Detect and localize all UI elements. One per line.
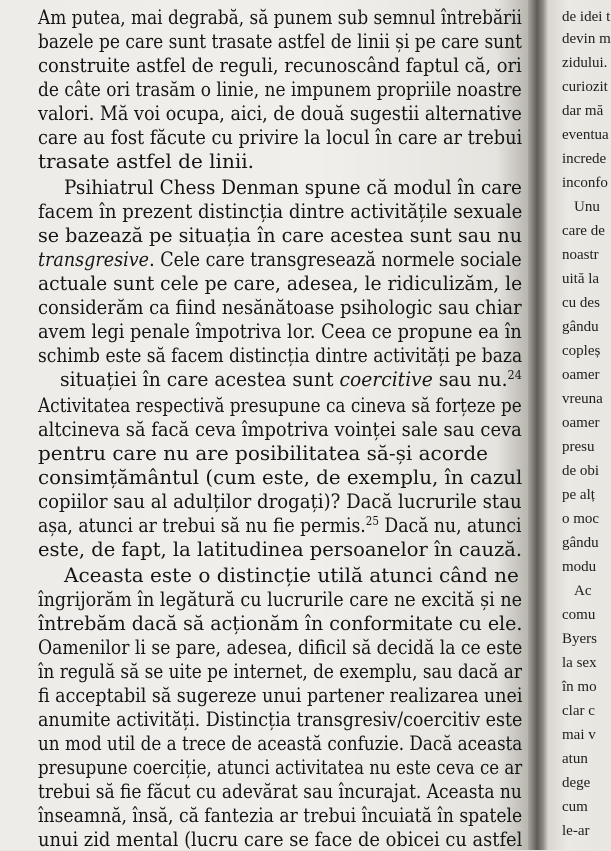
text-line: anumite activități. Distincția transgresiv/coercitiv este [38, 707, 523, 731]
text-line: considerăm ca fiind nesănătoase psihologic sau chiar [38, 295, 522, 319]
facing-line: gându [562, 535, 599, 551]
text-line: Activitatea respectivă presupune ca cineva să forțeze pe [38, 393, 522, 417]
text-line: Am putea, mai degrabă, să punem sub semnul întrebării [38, 5, 522, 29]
facing-line: dege [562, 775, 591, 791]
text-line: presupune coerciție, atunci activitatea nu este ceva ce ar [38, 755, 523, 779]
facing-page-fragment [548, 0, 611, 850]
emphasis-text: coercitive [339, 367, 433, 391]
text-line: avem legi penale împotriva lor. Ceea ce propune ea în [38, 319, 522, 343]
text-line: care au fost făcute cu privire la locul în care ar trebui [38, 125, 523, 149]
facing-line: uită la [562, 271, 600, 287]
text-line: Aceasta este o distincție utilă atunci când ne [64, 563, 519, 587]
facing-line: Unu [574, 199, 600, 215]
footnote-ref[interactable]: 24 [507, 368, 522, 382]
facing-line: Byers [562, 631, 597, 647]
facing-line: mai v [562, 727, 596, 743]
text-line: înseamnă, însă, că fantezia ar trebui încuiată în spatele [38, 803, 523, 827]
text-line [60, 367, 522, 391]
text-line: valori. Mă voi ocupa, aici, de două sugestii alternative [38, 101, 522, 125]
text-line: trasate astfel de linii. [38, 149, 254, 173]
text-line: fi acceptabil să sugereze unui partener realizarea unei [38, 683, 523, 707]
facing-line: Ac [574, 583, 592, 599]
text-line: întrebăm dacă să acționăm în conformitate cu ele. [38, 611, 523, 635]
facing-line: copleș [562, 343, 601, 359]
facing-line: la sex [562, 655, 597, 671]
facing-line: oamer [562, 367, 600, 383]
text-line: de câte ori trasăm o linie, ne impunem propriile noastre [38, 77, 522, 101]
text-line: construite astfel de reguli, recunoscând faptul că, ori [38, 53, 522, 77]
facing-line: cum [562, 799, 588, 815]
text-span: Dacă nu, atunci [378, 513, 522, 537]
text-span: situației în care acestea sunt [60, 367, 340, 391]
facing-line: curiozit [562, 79, 608, 95]
emphasis-text: transgresive [38, 247, 150, 271]
facing-line: zidului. [562, 55, 608, 71]
text-line: Psihiatrul Chess Denman spune că modul în care [64, 175, 522, 199]
facing-line: în mo [562, 679, 597, 695]
facing-line: inconfo [562, 175, 608, 191]
facing-line: o moc [562, 511, 600, 527]
text-line [38, 513, 522, 537]
facing-line: oamer [562, 415, 600, 431]
text-line: un mod util de a trece de această confuzie. Dacă aceasta [38, 731, 523, 755]
text-line [38, 247, 522, 271]
facing-line: dar mă [562, 103, 604, 119]
text-line: este, de fapt, la latitudinea persoanelor în cauză. [38, 537, 523, 561]
text-line: unui zid mental (lucru care se face de obicei cu astfel [38, 827, 523, 851]
footnote-ref[interactable]: 25 [365, 514, 379, 528]
facing-line: modu [562, 559, 597, 575]
text-line: copiilor sau al adulților drogați)? Dacă lucrurile stau [38, 489, 522, 513]
facing-line: de obi [562, 463, 600, 479]
text-line: actuale sunt cele pe care, adesea, le ridiculizăm, le [38, 271, 523, 295]
text-line: schimb este să facem distincția dintre activități pe baza [38, 343, 523, 367]
facing-line: comu [562, 607, 596, 623]
text-span: așa, atunci ar trebui să nu fie permis. [38, 513, 366, 537]
facing-line: atun [562, 751, 588, 767]
text-line: trebui să fie făcut cu adevărat sau încurajat. Aceasta nu [38, 779, 522, 803]
facing-line: presu [562, 439, 595, 455]
facing-line: le-ar [562, 823, 590, 839]
facing-line: devin m [562, 31, 611, 47]
text-span: . Cele care transgresează normele sociale [149, 247, 522, 271]
text-line: consimțământul (cum este, de exemplu, în cazul [38, 465, 523, 489]
facing-line: care de [562, 223, 605, 239]
facing-line: gându [562, 319, 599, 335]
facing-line: de idei t [562, 9, 611, 25]
facing-line: pe alț [562, 487, 595, 503]
text-line: se bazează pe situația în care acestea sunt sau nu [38, 223, 522, 247]
facing-line: clar c [562, 703, 595, 719]
facing-line: eventua [562, 127, 609, 143]
facing-line: vreuna [562, 391, 603, 407]
text-line: facem în prezent distincția dintre activitățile sexuale [38, 199, 523, 223]
text-line: altcineva să facă ceva împotriva voinței sale sau ceva [38, 417, 522, 441]
facing-line: cu des [562, 295, 600, 311]
facing-line: noastr [562, 247, 599, 263]
text-line: pentru care nu are posibilitatea să-și acorde [38, 441, 488, 465]
facing-line: increde [562, 151, 607, 167]
text-line: îngrijorăm în legătură cu lucrurile care ne excită și ne [38, 587, 523, 611]
text-line: Oamenilor li se pare, adesea, dificil să decidă la ce este [38, 635, 523, 659]
text-line: în regulă să se uite pe internet, de exemplu, sau dacă ar [38, 659, 522, 683]
book-gutter [528, 0, 548, 850]
text-span: sau nu. [432, 367, 508, 391]
text-line: bazele pe care sunt trasate astfel de linii și pe care sunt [38, 29, 522, 53]
